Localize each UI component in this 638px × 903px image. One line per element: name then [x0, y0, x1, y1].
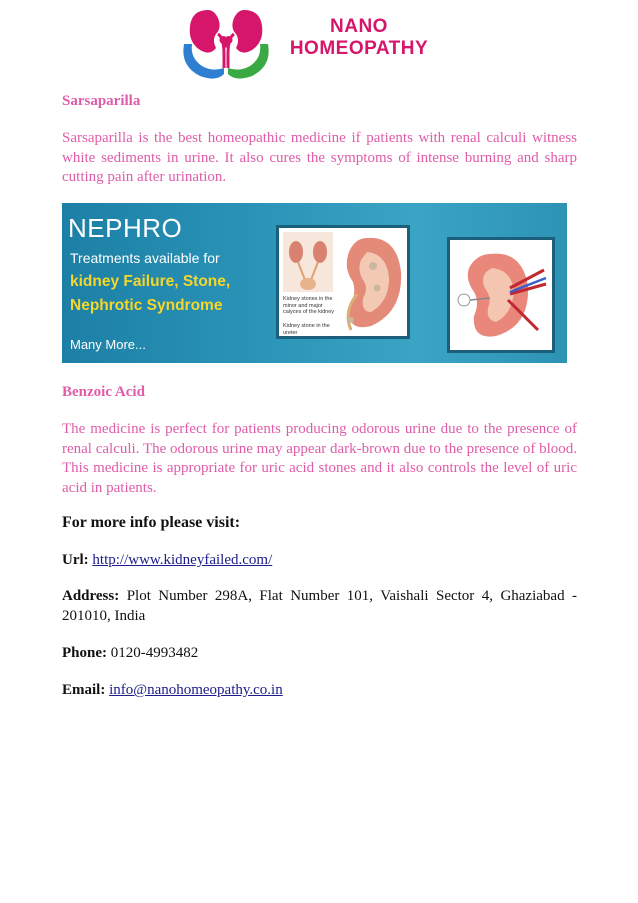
- email-label: Email:: [62, 682, 106, 698]
- section-text-sarsaparilla: Sarsaparilla is the best homeopathic medicine if patients with renal calculi witness white sediments in urine. It also cures the symptoms of intense burning and sharp cutting pain after urination.: [62, 130, 577, 185]
- address-label: Address:: [62, 588, 120, 604]
- url-label: Url:: [62, 552, 89, 568]
- phone-label: Phone:: [62, 645, 107, 661]
- phone-line: [62, 643, 577, 663]
- kidney-illustration-panel: [447, 237, 555, 353]
- logo-title-line2: HOMEOPATHY: [289, 38, 429, 59]
- logo: [178, 4, 448, 84]
- url-link[interactable]: http://www.kidneyfailed.com/: [92, 552, 273, 568]
- diagram-caption-2: Kidney stone in the ureter: [283, 323, 330, 336]
- section-heading-sarsaparilla: Sarsaparilla: [62, 93, 141, 109]
- logo-title-line1: NANO: [330, 16, 388, 37]
- email-link[interactable]: info@nanohomeopathy.co.in: [109, 682, 283, 698]
- banner-line-2: Nephrotic Syndrome: [70, 297, 223, 314]
- kidney-stone-cross-section-icon: [337, 232, 407, 332]
- section-text-benzoic-acid: The medicine is perfect for patients producing odorous urine due to the presence of renal calculi. The odorous urine may appear dark-brown due to the presence of blood. This medicine is appropriate for uric acid stones and it also controls the level of uric acid in patients.: [62, 421, 577, 496]
- email-line: [62, 680, 577, 700]
- address-value: Plot Number 298A, Flat Number 101, Vaishali Sector 4, Ghaziabad - 201010, India: [62, 588, 578, 624]
- banner-line-1: kidney Failure, Stone,: [70, 273, 231, 290]
- kidney-diagram-panel: [276, 225, 410, 339]
- url-line: [62, 550, 577, 570]
- address-line: [62, 586, 577, 626]
- kidney-hands-logo-icon: [178, 4, 274, 84]
- phone-value: 0120-4993482: [110, 645, 199, 661]
- banner-subtitle: Treatments available for: [70, 250, 220, 266]
- banner-title: NEPHRO: [68, 213, 183, 243]
- section-heading-benzoic-acid: Benzoic Acid: [62, 384, 145, 400]
- banner-more: Many More...: [70, 337, 146, 352]
- info-heading: For more info please visit:: [62, 514, 241, 531]
- nephro-banner: [62, 203, 567, 363]
- urinary-system-icon: [283, 232, 333, 292]
- kidney-illustration-icon: [450, 240, 552, 350]
- diagram-caption-1: Kidney stones in the minor and major calyces of the kidney: [283, 296, 335, 315]
